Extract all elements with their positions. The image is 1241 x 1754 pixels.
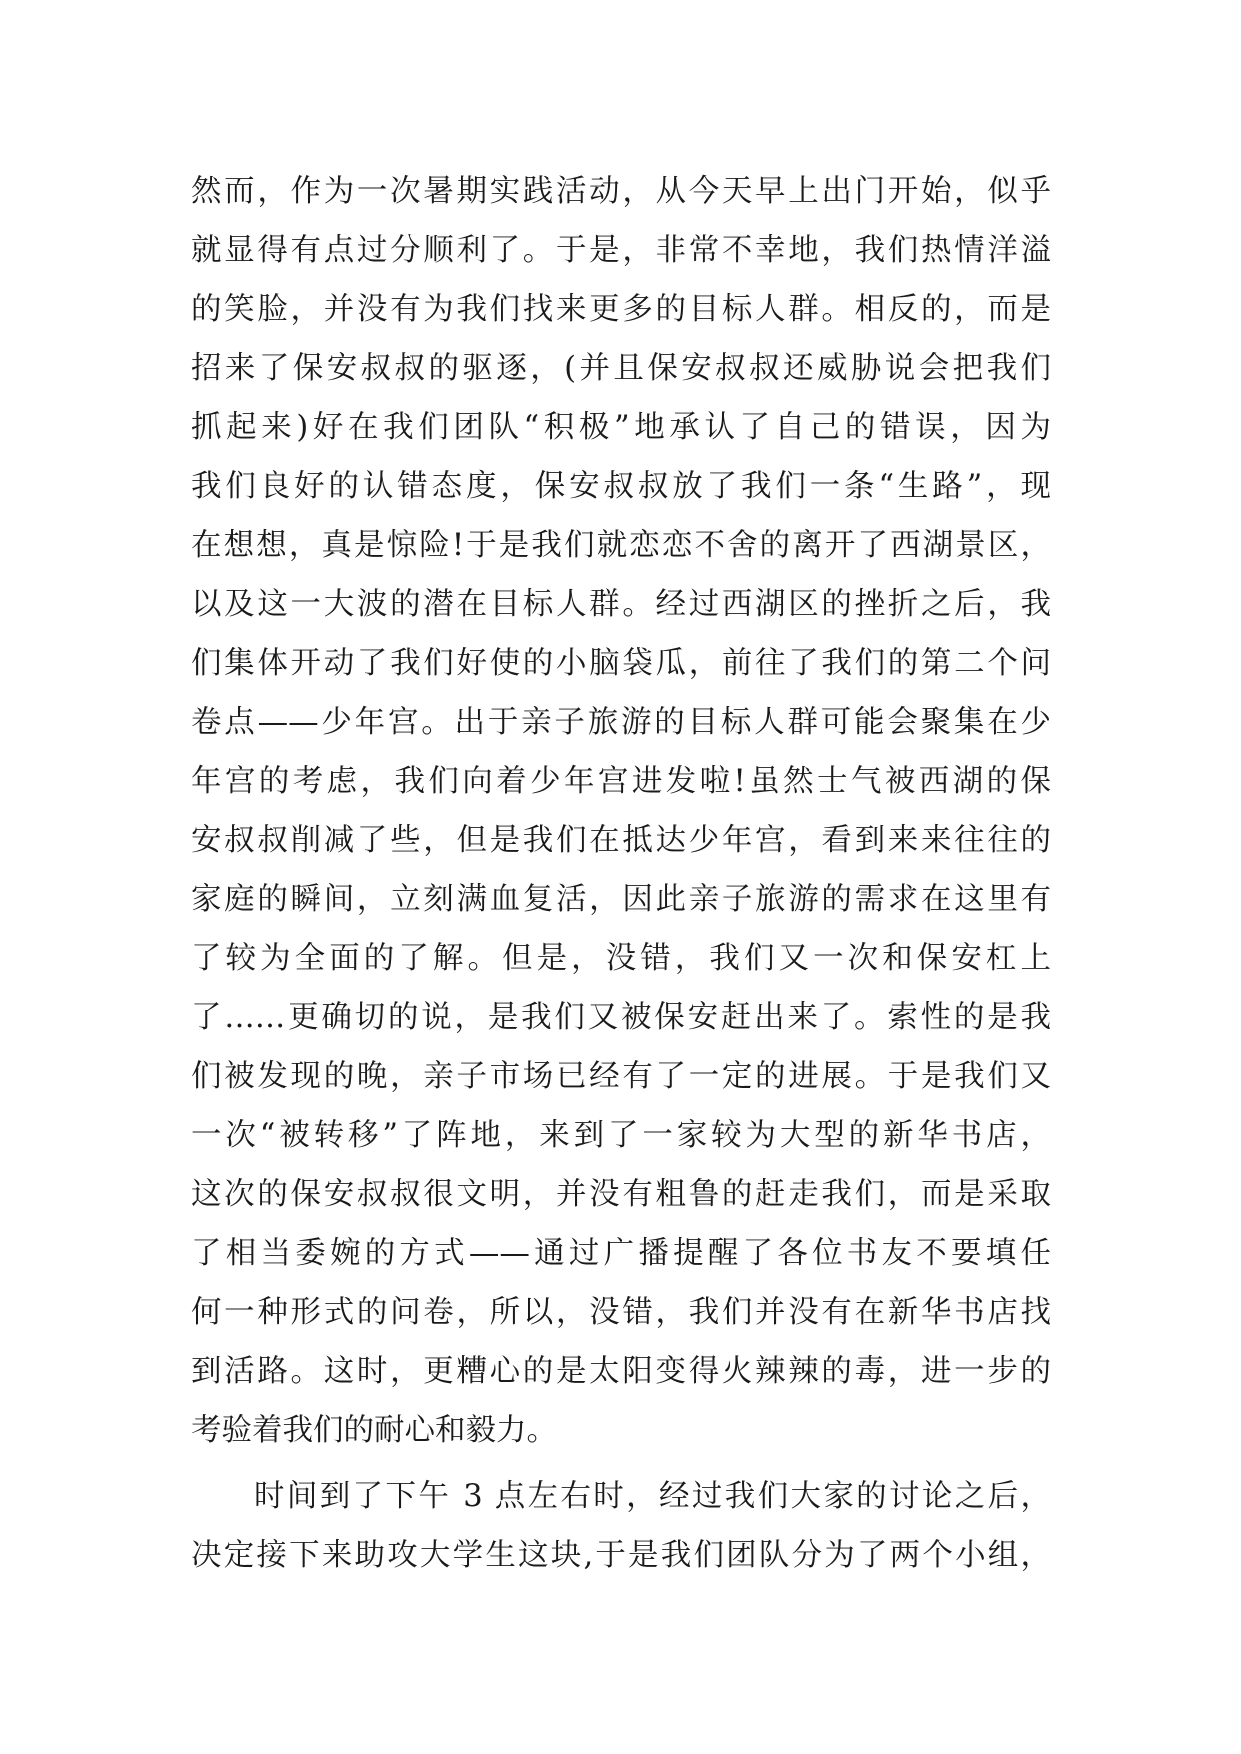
text-line: 们集体开动了我们好使的小脑袋瓜，前往了我们的第二个问 (191, 646, 1051, 681)
paragraph-2 (191, 1467, 1051, 1585)
text-line: 家庭的瞬间，立刻满血复活，因此亲子旅游的需求在这里有 (191, 882, 1051, 917)
text-line: 这次的保安叔叔很文明，并没有粗鲁的赶走我们，而是采取 (191, 1177, 1051, 1212)
text-line: 决定接下来助攻大学生这块,于是我们团队分为了两个小组， (191, 1538, 1051, 1573)
text-line: 考验着我们的耐心和毅力。 (191, 1413, 557, 1448)
text-line: 我们良好的认错态度，保安叔叔放了我们一条“生路”，现 (191, 469, 1051, 504)
text-line: 了较为全面的了解。但是，没错，我们又一次和保安杠上 (191, 941, 1051, 976)
text-line: 卷点——少年宫。出于亲子旅游的目标人群可能会聚集在少 (191, 705, 1051, 740)
text-line: 以及这一大波的潜在目标人群。经过西湖区的挫折之后，我 (191, 587, 1051, 622)
document-body (191, 162, 1051, 1585)
text-line: 然而，作为一次暑期实践活动，从今天早上出门开始，似乎 (191, 174, 1051, 209)
text-line: 了相当委婉的方式——通过广播提醒了各位书友不要填任 (191, 1236, 1051, 1271)
text-line: 安叔叔削减了些，但是我们在抵达少年宫，看到来来往往的 (191, 823, 1051, 858)
text-line: 在想想，真是惊险!于是我们就恋恋不舍的离开了西湖景区， (191, 528, 1051, 563)
text-line: 就显得有点过分顺利了。于是，非常不幸地，我们热情洋溢 (191, 233, 1051, 268)
text-line: 何一种形式的问卷，所以，没错，我们并没有在新华书店找 (191, 1295, 1051, 1330)
text-line: 了……更确切的说，是我们又被保安赶出来了。索性的是我 (191, 1000, 1051, 1035)
text-line: 们被发现的晚，亲子市场已经有了一定的进展。于是我们又 (191, 1059, 1051, 1094)
text-line: 年宫的考虑，我们向着少年宫进发啦!虽然士气被西湖的保 (191, 764, 1051, 799)
text-line: 招来了保安叔叔的驱逐，(并且保安叔叔还威胁说会把我们 (191, 351, 1051, 386)
text-line: 的笑脸，并没有为我们找来更多的目标人群。相反的，而是 (191, 292, 1051, 327)
paragraph-spacer (191, 1460, 1051, 1467)
text-line: 一次“被转移”了阵地，来到了一家较为大型的新华书店， (191, 1118, 1051, 1153)
text-line: 到活路。这时，更糟心的是太阳变得火辣辣的毒，进一步的 (191, 1354, 1051, 1389)
paragraph-1 (191, 162, 1051, 1460)
text-line: 时间到了下午 3 点左右时，经过我们大家的讨论之后， (254, 1479, 1051, 1514)
text-line: 抓起来)好在我们团队“积极”地承认了自己的错误，因为 (191, 410, 1051, 445)
